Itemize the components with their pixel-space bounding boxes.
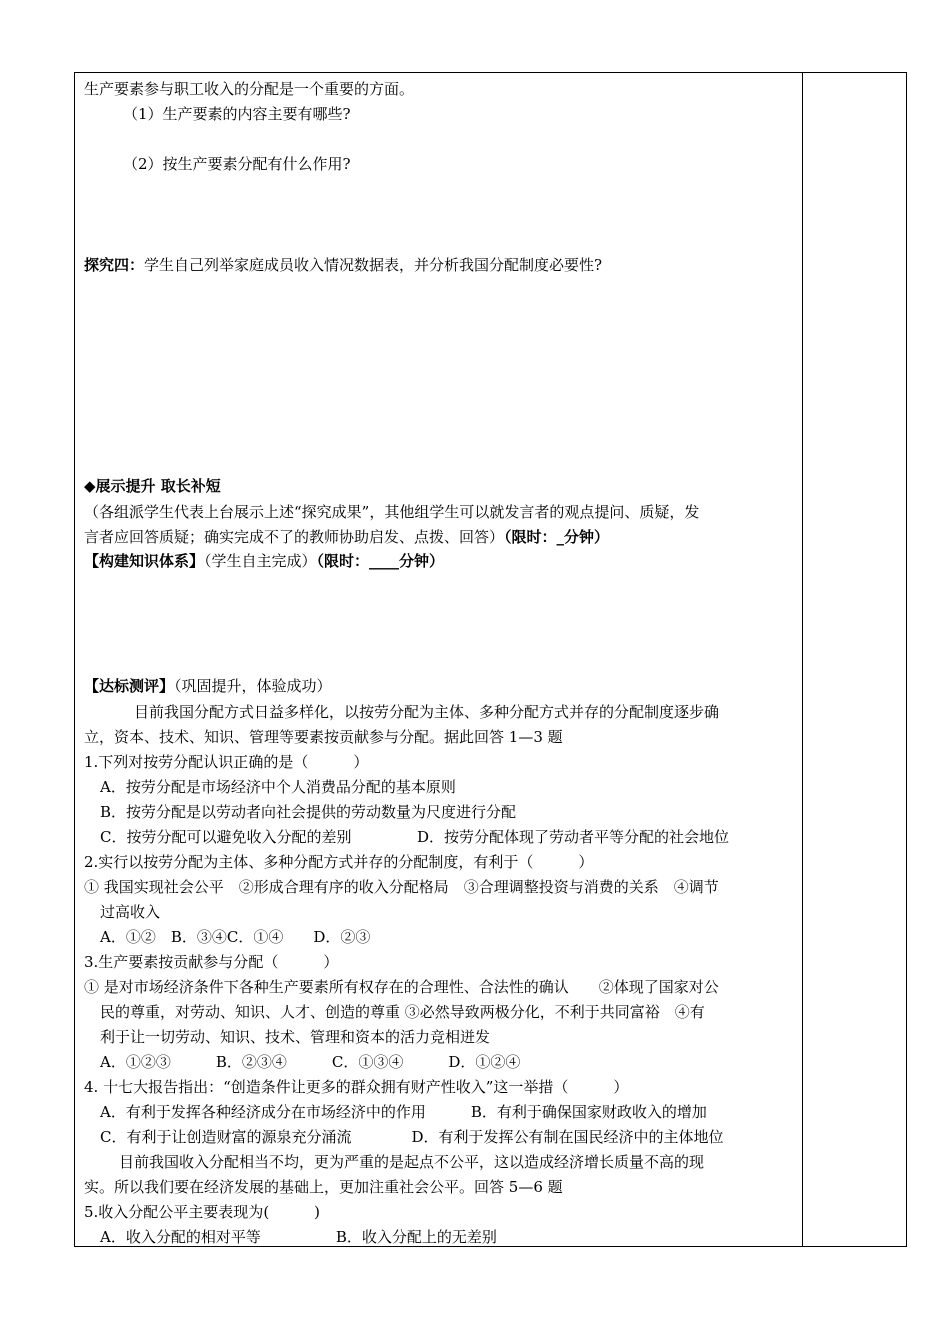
question-5-options-ab: A．收入分配的相对平等 B．收入分配上的无差别: [100, 1228, 497, 1246]
question-4-options-ab: A．有利于发挥各种经济成分在市场经济中的作用 B．有利于确保国家财政收入的增加: [100, 1103, 707, 1121]
explore-four: [84, 255, 602, 275]
question-3-stem: 3.生产要素按贡献参与分配（ ）: [84, 953, 339, 971]
knowledge-time-limit: （限时：____分钟）: [316, 552, 445, 570]
question-3-options: A．①②③ B．②③④ C．①③④ D．①②④: [100, 1053, 521, 1071]
question-factors-role: （2）按生产要素分配有什么作用?: [123, 155, 351, 173]
passage-2-line-1: 目前我国收入分配相当不均，更为严重的是起点不公平，这以造成经济增长质量不高的现: [119, 1153, 705, 1171]
question-2-options: A．①② B．③④C．①④ D．②③: [100, 928, 371, 946]
question-1-option-b: B．按劳分配是以劳动者向社会提供的劳动数量为尺度进行分配: [100, 803, 517, 821]
intro-line: 生产要素参与职工收入的分配是一个重要的方面。: [84, 80, 415, 98]
explore-four-text: 学生自己列举家庭成员收入情况数据表，并分析我国分配制度必要性?: [144, 256, 603, 274]
showcase-line-2: [84, 527, 609, 547]
question-1-option-c: C．按劳分配可以避免收入分配的差别: [100, 828, 352, 846]
question-1-option-d: D．按劳分配体现了劳动者平等分配的社会地位: [417, 828, 730, 846]
question-2-stem: 2.实行以按劳分配为主体、多种分配方式并存的分配制度，有利于（ ）: [84, 853, 594, 871]
knowledge-title: 【构建知识体系】: [84, 552, 205, 570]
knowledge-note: （学生自主完成）: [204, 552, 317, 570]
showcase-title: ◆展示提升 取长补短: [84, 477, 221, 495]
question-4-options-cd: C．有利于让创造财富的源泉充分涌流 D．有利于发挥公有制在国民经济中的主体地位: [100, 1128, 724, 1146]
question-1-option-a: A．按劳分配是市场经济中个人消费品分配的基本原则: [100, 778, 456, 796]
question-3-items-line-1: ① 是对市场经济条件下各种生产要素所有权存在的合理性、合法性的确认 ②体现了国家对公: [84, 978, 719, 996]
assessment-title: 【达标测评】: [84, 677, 175, 695]
passage-2-line-2: 实。所以我们要在经济发展的基础上，更加注重社会公平。回答 5—6 题: [84, 1178, 563, 1196]
showcase-line-2-text: 言者应回答质疑；确实完成不了的教师协助启发、点拨、回答）: [84, 528, 505, 546]
question-3-items-line-3: 利于让一切劳动、知识、技术、管理和资本的活力竞相迸发: [100, 1028, 491, 1046]
assessment-note: （巩固提升，体验成功）: [174, 677, 332, 695]
question-factors-content: （1）生产要素的内容主要有哪些?: [123, 105, 351, 123]
question-4-stem: 4. 十七大报告指出：“创造条件让更多的群众拥有财产性收入”这一举措（ ）: [84, 1078, 629, 1096]
question-2-items-line-1: ① 我国实现社会公平 ②形成合理有序的收入分配格局 ③合理调整投资与消费的关系 ④调节: [84, 878, 719, 896]
passage-1-line-2: 立，资本、技术、知识、管理等要素按贡献参与分配。据此回答 1—3 题: [84, 728, 563, 746]
passage-1-line-1: 目前我国分配方式日益多样化，以按劳分配为主体、多种分配方式并存的分配制度逐步确: [134, 703, 720, 721]
column-divider: [802, 73, 803, 1246]
showcase-time-limit: （限时：_分钟）: [504, 528, 610, 546]
assessment-heading: [84, 676, 332, 696]
question-3-items-line-2: 民的尊重，对劳动、知识、人才、创造的尊重 ③必然导致两极分化，不利于共同富裕 ④有: [100, 1003, 705, 1021]
explore-four-label: 探究四：: [84, 256, 145, 274]
question-5-stem: 5.收入分配公平主要表现为( ): [84, 1203, 321, 1221]
question-1-stem: 1.下列对按劳分配认识正确的是（ ）: [84, 753, 369, 771]
question-2-items-line-2: 过高收入: [100, 903, 161, 921]
knowledge-heading: [84, 551, 444, 571]
showcase-line-1: （各组派学生代表上台展示上述“探究成果”，其他组学生可以就发言者的观点提问、质疑，发: [84, 503, 700, 521]
